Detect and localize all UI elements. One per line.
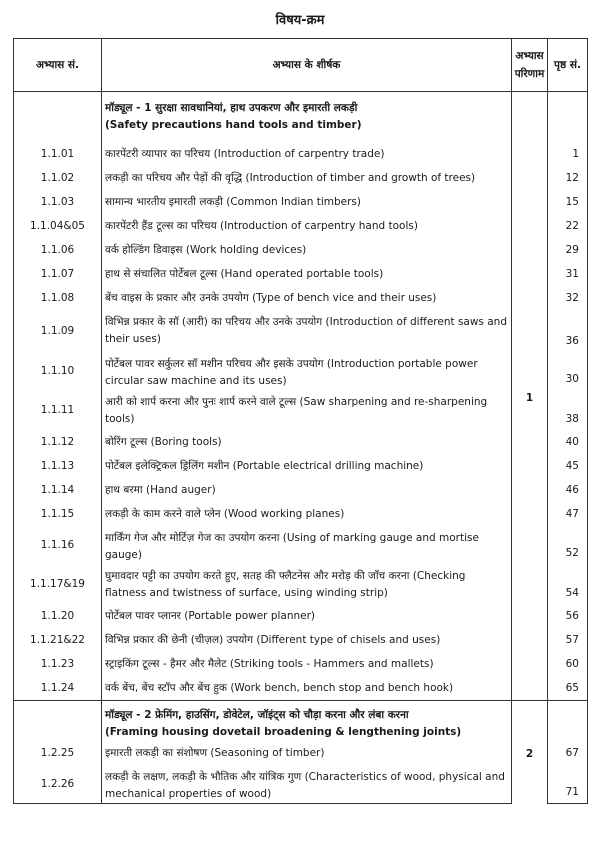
page-number: 31 — [548, 262, 588, 286]
table-header-row — [14, 39, 588, 92]
module-title-hindi: मॉड्यूल - 2 फ्रेमिंग, हाउसिंग, डोवेटेल, जॉइंट्स को चौड़ा करना और लंबा करना — [105, 709, 409, 721]
page-number: 1 — [548, 142, 588, 166]
exercise-number: 1.1.14 — [14, 478, 102, 502]
table-row — [14, 604, 588, 628]
module-outcome: 1 — [512, 92, 548, 701]
exercise-title: हाथ से संचालित पोर्टेबल टूल्स (Hand operated portable tools) — [102, 262, 512, 286]
exercise-number: 1.1.17&19 — [14, 564, 102, 604]
page-title: विषय-क्रम — [275, 13, 325, 28]
page-number: 65 — [548, 676, 588, 701]
page-number: 22 — [548, 214, 588, 238]
page-number: 46 — [548, 478, 588, 502]
module-page-cell — [548, 92, 588, 143]
exercise-number: 1.1.23 — [14, 652, 102, 676]
exercise-number: 1.1.04&05 — [14, 214, 102, 238]
exercise-title: हाथ बरमा (Hand auger) — [102, 478, 512, 502]
page-number: 52 — [548, 526, 588, 564]
exercise-number: 1.1.01 — [14, 142, 102, 166]
table-row — [14, 238, 588, 262]
exercise-number: 1.1.20 — [14, 604, 102, 628]
table-row — [14, 765, 588, 804]
page-number: 32 — [548, 286, 588, 310]
module-title — [102, 92, 512, 143]
module-title-english: (Safety precautions hand tools and timber) — [105, 119, 362, 131]
exercise-number: 1.1.06 — [14, 238, 102, 262]
page-number: 38 — [548, 390, 588, 430]
exercise-title: वर्क होल्डिंग डिवाइस (Work holding devices) — [102, 238, 512, 262]
exercise-title: सामान्य भारतीय इमारती लकड़ी (Common Indian timbers) — [102, 190, 512, 214]
page-number: 57 — [548, 628, 588, 652]
page-number: 29 — [548, 238, 588, 262]
exercise-title: कारपेंटरी व्यापार का परिचय (Introduction of carpentry trade) — [102, 142, 512, 166]
exercise-title: बेंच वाइस के प्रकार और उनके उपयोग (Type of bench vice and their uses) — [102, 286, 512, 310]
table-row — [14, 430, 588, 454]
page-number: 30 — [548, 352, 588, 390]
table-row — [14, 352, 588, 390]
page-number: 15 — [548, 190, 588, 214]
module2-header-row — [14, 701, 588, 742]
exercise-title: पोर्टेबल पावर सर्कुलर सॉ मशीन परिचय और इसके उपयोग (Introduction portable power circular saw machine and its uses) — [102, 352, 512, 390]
table-row — [14, 478, 588, 502]
module-title — [102, 701, 512, 742]
header-title: अभ्यास के शीर्षक — [102, 39, 512, 92]
table-row — [14, 166, 588, 190]
exercise-number: 1.1.21&22 — [14, 628, 102, 652]
exercise-title: आरी को शार्प करना और पुनः शार्प करने वाले टूल्स (Saw sharpening and re-sharpening tools) — [102, 390, 512, 430]
exercise-number: 1.2.25 — [14, 741, 102, 765]
exercise-number: 1.1.24 — [14, 676, 102, 701]
page-number: 54 — [548, 564, 588, 604]
table-row — [14, 564, 588, 604]
module-number-cell — [14, 92, 102, 143]
page-number: 67 — [548, 741, 588, 765]
exercise-number: 1.1.07 — [14, 262, 102, 286]
table-row — [14, 390, 588, 430]
exercise-number: 1.2.26 — [14, 765, 102, 804]
table-body — [14, 92, 588, 804]
module-page-cell — [548, 701, 588, 742]
exercise-title: पोर्टेबल पावर प्लानर (Portable power planner) — [102, 604, 512, 628]
exercise-title: वर्क बेंच, बेंच स्टॉप और बेंच हुक (Work bench, bench stop and bench hook) — [102, 676, 512, 701]
table-row — [14, 310, 588, 352]
exercise-title: लकड़ी का परिचय और पेड़ों की वृद्धि (Introduction of timber and growth of trees) — [102, 166, 512, 190]
exercise-number: 1.1.16 — [14, 526, 102, 564]
table-row — [14, 502, 588, 526]
page-number: 71 — [548, 765, 588, 804]
module-title-english: (Framing housing dovetail broadening & lengthening joints) — [105, 726, 462, 738]
page-number: 40 — [548, 430, 588, 454]
module-number-cell — [14, 701, 102, 742]
exercise-number: 1.1.12 — [14, 430, 102, 454]
page-number: 45 — [548, 454, 588, 478]
exercise-title: इमारती लकड़ी का संशोषण (Seasoning of timber) — [102, 741, 512, 765]
header-outcome: अभ्यास परिणाम — [512, 39, 548, 92]
exercise-number: 1.1.13 — [14, 454, 102, 478]
exercise-title: कारपेंटरी हैंड टूल्स का परिचय (Introduction of carpentry hand tools) — [102, 214, 512, 238]
contents-table — [13, 38, 588, 804]
exercise-title: लकड़ी के लक्षण, लकड़ी के भौतिक और यांत्रिक गुण (Characteristics of wood, physical and mechanical properties of wood) — [102, 765, 512, 804]
header-exercise-no: अभ्यास सं. — [14, 39, 102, 92]
exercise-number: 1.1.08 — [14, 286, 102, 310]
exercise-number: 1.1.09 — [14, 310, 102, 352]
page-number: 47 — [548, 502, 588, 526]
page-number: 12 — [548, 166, 588, 190]
table-row — [14, 628, 588, 652]
exercise-title: विभिन्न प्रकार के सॉ (आरी) का परिचय और उनके उपयोग (Introduction of different saws and their uses) — [102, 310, 512, 352]
exercise-number: 1.1.11 — [14, 390, 102, 430]
table-row — [14, 526, 588, 564]
exercise-title: स्ट्राइकिंग टूल्स - हैमर और मैलेट (Striking tools - Hammers and mallets) — [102, 652, 512, 676]
page-number: 36 — [548, 310, 588, 352]
page-number: 56 — [548, 604, 588, 628]
exercise-title: बोरिंग टूल्स (Boring tools) — [102, 430, 512, 454]
exercise-number: 1.1.10 — [14, 352, 102, 390]
table-row — [14, 214, 588, 238]
exercise-number: 1.1.03 — [14, 190, 102, 214]
exercise-title: पोर्टेबल इलेक्ट्रिकल ड्रिलिंग मशीन (Portable electrical drilling machine) — [102, 454, 512, 478]
table-row — [14, 142, 588, 166]
exercise-title: विभिन्न प्रकार की छेनी (चीज़ल) उपयोग (Different type of chisels and uses) — [102, 628, 512, 652]
exercise-title: मार्किंग गेज और मोर्टिज़ गेज का उपयोग करना (Using of marking gauge and mortise gauge) — [102, 526, 512, 564]
table-row — [14, 741, 588, 765]
module-outcome: 2 — [512, 701, 548, 804]
exercise-number: 1.1.02 — [14, 166, 102, 190]
table-row — [14, 676, 588, 701]
module-title-hindi: मॉड्यूल - 1 सुरक्षा सावधानियां, हाथ उपकरण और इमारती लकड़ी — [105, 102, 358, 114]
table-row — [14, 652, 588, 676]
table-row — [14, 454, 588, 478]
table-row — [14, 190, 588, 214]
exercise-title: घुमावदार पट्टी का उपयोग करते हुए, सतह की फ्लैटनेस और मरोड़ की जाँच करना (Checking flatness and twistness of surface, using winding strip) — [102, 564, 512, 604]
table-row — [14, 286, 588, 310]
table-row — [14, 262, 588, 286]
exercise-number: 1.1.15 — [14, 502, 102, 526]
page-number: 60 — [548, 652, 588, 676]
exercise-title: लकड़ी के काम करने वाले प्लेन (Wood working planes) — [102, 502, 512, 526]
header-page-no: पृष्ठ सं. — [548, 39, 588, 92]
module1-header-row — [14, 92, 588, 143]
